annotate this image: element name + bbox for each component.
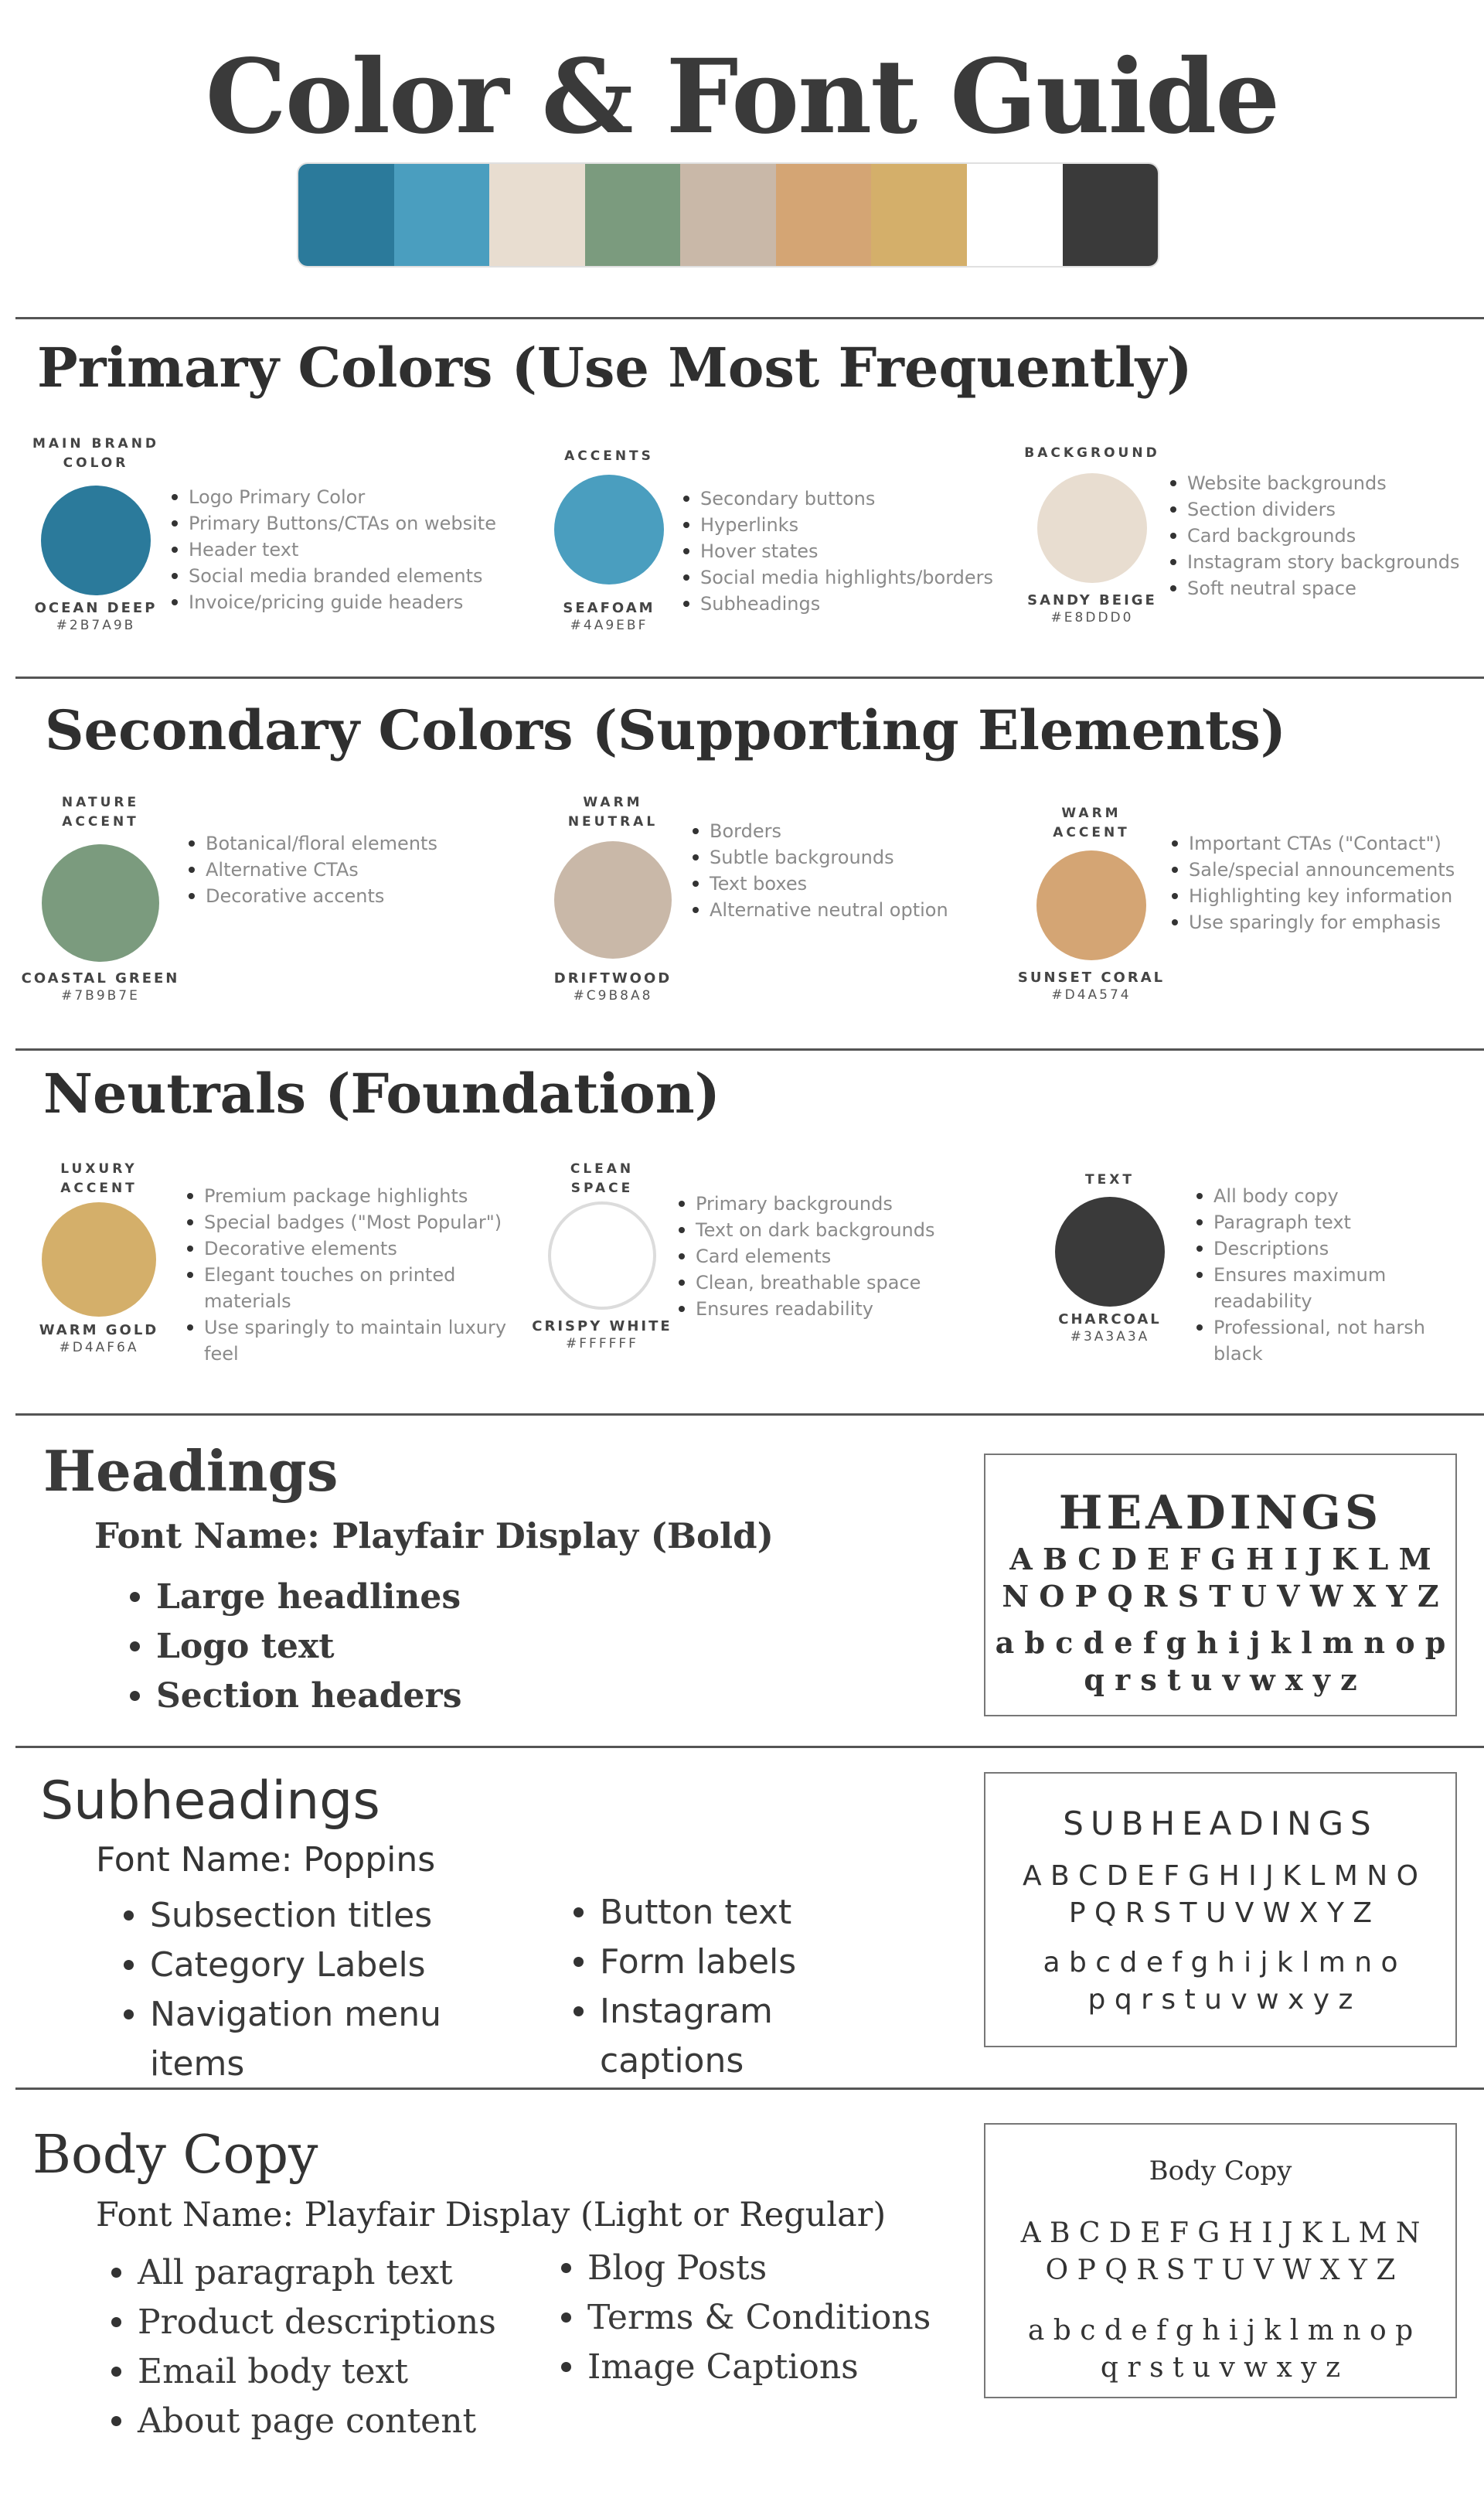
palette-swatch <box>585 164 681 266</box>
color-role-line: COLOR <box>63 455 129 471</box>
color-role-label <box>517 1160 687 1198</box>
color-usage-list <box>1193 1183 1456 1367</box>
color-role-line: BACKGROUND <box>1024 445 1160 461</box>
color-role-line: WARM <box>1061 806 1122 821</box>
color-usage-item: Subtle backgrounds <box>689 844 999 871</box>
color-role-line: ACCENT <box>60 1181 138 1196</box>
subheadings-font-name: Font Name: Poppins <box>96 1840 436 1880</box>
font-usage-item: Form labels <box>567 1938 855 1987</box>
color-usage-item: Decorative accents <box>186 883 495 909</box>
section-divider <box>15 317 1484 319</box>
color-hex: #2B7A9B <box>56 618 136 633</box>
color-usage-item: Primary backgrounds <box>676 1191 1000 1217</box>
specimen-lowercase: a b c d e f g h i j k l m n o p <box>995 1625 1446 1660</box>
color-usage-item: Logo Primary Color <box>168 484 509 510</box>
color-role-label <box>14 1160 184 1198</box>
body-copy-font-name: Font Name: Playfair Display (Light or Regular) <box>96 2196 887 2234</box>
color-usage-item: Header text <box>168 537 509 563</box>
color-usage-item: Social media highlights/borders <box>680 564 1020 591</box>
color-name: DRIFTWOOD <box>553 970 672 987</box>
color-usage-item: Invoice/pricing guide headers <box>168 589 509 615</box>
color-usage-item: Secondary buttons <box>680 486 1020 512</box>
color-role-line: ACCENTS <box>564 448 654 464</box>
color-usage-item: Professional, not harsh black <box>1193 1314 1456 1367</box>
color-usage-item: Text boxes <box>689 871 999 897</box>
color-usage-item: Sale/special announcements <box>1169 857 1470 883</box>
color-role-label <box>1006 804 1176 843</box>
specimen-lowercase: a b c d e f g h i j k l m n o p <box>1027 2315 1414 2347</box>
headings-font-name: Font Name: Playfair Display (Bold) <box>94 1515 774 1556</box>
color-usage-item: Descriptions <box>1193 1235 1456 1262</box>
palette-swatch <box>394 164 490 266</box>
font-usage-item: About page content <box>105 2397 496 2446</box>
specimen-uppercase: A B C D E F G H I J K L M N O <box>1022 1860 1419 1892</box>
body-copy-specimen-box <box>984 2123 1457 2398</box>
color-usage-item: Alternative neutral option <box>689 897 999 923</box>
color-usage-item: Highlighting key information <box>1169 883 1470 909</box>
color-hex: #E8DDD0 <box>1050 610 1134 625</box>
page-title: Color & Font Guide <box>205 37 1279 157</box>
color-usage-item: Text on dark backgrounds <box>676 1217 1000 1243</box>
color-usage-item: Special badges ("Most Popular") <box>184 1209 509 1235</box>
color-name: CRISPY WHITE <box>532 1318 672 1334</box>
color-usage-list <box>1169 830 1470 936</box>
color-usage-item: Hyperlinks <box>680 512 1020 538</box>
color-swatch <box>1036 850 1146 960</box>
color-usage-item: Use sparingly to maintain luxury feel <box>184 1314 509 1367</box>
color-usage-item: Card elements <box>676 1243 1000 1270</box>
specimen-uppercase: A B C D E F G H I J K L M <box>1009 1542 1431 1576</box>
font-usage-item: Logo text <box>124 1622 461 1672</box>
palette-swatch <box>680 164 776 266</box>
font-usage-item: Subsection titles <box>117 1891 513 1941</box>
section-divider <box>15 1746 1484 1748</box>
color-name: SEAFOAM <box>563 600 655 616</box>
color-hex: #D4AF6A <box>59 1340 139 1355</box>
body-copy-uses-list-2 <box>555 2244 931 2392</box>
specimen-uppercase: N O P Q R S T U V W X Y Z <box>1002 1579 1439 1614</box>
palette-swatch <box>298 164 394 266</box>
color-hex: #7B9B7E <box>61 988 140 1004</box>
color-hex: #C9B8A8 <box>573 988 653 1004</box>
font-usage-item: Email body text <box>105 2347 496 2397</box>
color-role-label <box>15 793 186 832</box>
specimen-lowercase: q r s t u v w x y z <box>1100 2352 1341 2384</box>
color-usage-list <box>168 484 509 615</box>
color-usage-item: Important CTAs ("Contact") <box>1169 830 1470 857</box>
color-role-line: TEXT <box>1085 1172 1135 1188</box>
color-name: SANDY BEIGE <box>1027 592 1157 608</box>
color-usage-list <box>676 1191 1000 1322</box>
color-usage-item: Ensures maximum readability <box>1193 1262 1456 1314</box>
color-role-line: NEUTRAL <box>567 814 659 830</box>
color-name: WARM GOLD <box>39 1322 159 1338</box>
headings-uses-list <box>124 1573 461 1721</box>
color-usage-item: Website backgrounds <box>1167 470 1469 496</box>
color-usage-list <box>680 486 1020 617</box>
section-divider <box>15 1048 1484 1051</box>
color-role-line: SPACE <box>570 1181 634 1196</box>
specimen-lowercase: a b c d e f g h i j k l m n o <box>1043 1947 1398 1978</box>
subheadings-specimen-box <box>984 1772 1457 2047</box>
palette-swatch <box>871 164 967 266</box>
color-usage-item: Subheadings <box>680 591 1020 617</box>
font-usage-item: Terms & Conditions <box>555 2293 931 2343</box>
color-usage-item: Soft neutral space <box>1167 575 1469 602</box>
secondary-colors-title: Secondary Colors (Supporting Elements) <box>45 698 1286 762</box>
color-hex: #D4A574 <box>1051 987 1132 1003</box>
font-usage-item: All paragraph text <box>105 2248 496 2298</box>
specimen-uppercase: A B C D E F G H I J K L M N <box>1020 2217 1421 2249</box>
font-usage-item: Section headers <box>124 1672 461 1721</box>
font-usage-item: Category Labels <box>117 1941 513 1990</box>
color-name: CHARCOAL <box>1058 1311 1162 1327</box>
color-role-label <box>11 435 181 473</box>
specimen-uppercase: O P Q R S T U V W X Y Z <box>1045 2254 1396 2286</box>
color-swatch <box>42 844 159 962</box>
color-role-line: NATURE <box>61 795 140 810</box>
color-usage-item: Decorative elements <box>184 1235 509 1262</box>
color-usage-list <box>689 818 999 923</box>
font-usage-item: Instagram captions <box>567 1987 855 2086</box>
color-usage-item: Hover states <box>680 538 1020 564</box>
color-swatch <box>1037 473 1147 583</box>
color-usage-item: Clean, breathable space <box>676 1270 1000 1296</box>
color-name: OCEAN DEEP <box>34 600 158 616</box>
primary-colors-title: Primary Colors (Use Most Frequently) <box>37 336 1193 400</box>
font-usage-item: Image Captions <box>555 2343 931 2392</box>
color-role-line: MAIN BRAND <box>32 436 160 452</box>
specimen-label: SUBHEADINGS <box>1063 1805 1378 1842</box>
specimen-uppercase: P Q R S T U V W X Y Z <box>1068 1897 1373 1929</box>
subheadings-title: Subheadings <box>40 1771 380 1832</box>
body-copy-uses-list <box>105 2248 496 2446</box>
color-usage-item: Section dividers <box>1167 496 1469 523</box>
color-usage-item: Card backgrounds <box>1167 523 1469 549</box>
color-usage-item: All body copy <box>1193 1183 1456 1209</box>
specimen-label: HEADINGS <box>1058 1486 1383 1540</box>
palette-swatch <box>1063 164 1159 266</box>
color-usage-list <box>1167 470 1469 602</box>
section-divider <box>15 1413 1484 1416</box>
color-role-line: CLEAN <box>570 1161 635 1177</box>
body-copy-title: Body Copy <box>32 2125 318 2186</box>
headings-title: Headings <box>43 1438 339 1504</box>
palette-swatch <box>489 164 585 266</box>
color-role-line: ACCENT <box>1053 825 1130 840</box>
color-role-label <box>1007 444 1177 463</box>
subheadings-uses-list <box>117 1891 513 2089</box>
color-usage-item: Premium package highlights <box>184 1183 509 1209</box>
color-usage-list <box>184 1183 509 1367</box>
color-usage-item: Instagram story backgrounds <box>1167 549 1469 575</box>
font-usage-item: Button text <box>567 1888 855 1938</box>
palette-swatch <box>776 164 872 266</box>
palette-swatch <box>967 164 1063 266</box>
color-role-line: WARM <box>583 795 643 810</box>
color-role-label <box>524 447 694 466</box>
specimen-lowercase: p q r s t u v w x y z <box>1087 1984 1353 2016</box>
palette-bar <box>297 162 1159 268</box>
specimen-label: Body Copy <box>1149 2156 1292 2186</box>
font-usage-item: Product descriptions <box>105 2298 496 2347</box>
subheadings-uses-list-2 <box>567 1888 855 2086</box>
color-swatch <box>42 1202 156 1317</box>
color-role-label <box>1025 1171 1195 1190</box>
color-swatch <box>548 1201 656 1310</box>
color-usage-item: Primary Buttons/CTAs on website <box>168 510 509 537</box>
color-usage-item: Elegant touches on printed materials <box>184 1262 509 1314</box>
section-divider <box>15 2088 1484 2090</box>
section-divider <box>15 677 1484 679</box>
color-usage-item: Borders <box>689 818 999 844</box>
color-usage-item: Paragraph text <box>1193 1209 1456 1235</box>
color-hex: #3A3A3A <box>1070 1329 1150 1345</box>
font-usage-item: Large headlines <box>124 1573 461 1622</box>
color-usage-item: Ensures readability <box>676 1296 1000 1322</box>
color-hex: #4A9EBF <box>570 618 648 633</box>
color-swatch <box>41 486 151 595</box>
color-swatch <box>554 841 672 959</box>
color-role-label <box>528 793 698 832</box>
headings-specimen-box <box>984 1454 1457 1716</box>
color-role-line: ACCENT <box>62 814 139 830</box>
color-usage-item: Botanical/floral elements <box>186 830 495 857</box>
color-usage-item: Use sparingly for emphasis <box>1169 909 1470 936</box>
color-hex: #FFFFFF <box>566 1336 638 1351</box>
neutrals-title: Neutrals (Foundation) <box>43 1062 720 1126</box>
color-name: SUNSET CORAL <box>1017 970 1166 986</box>
color-swatch <box>1055 1197 1165 1307</box>
color-role-line: LUXURY <box>60 1161 138 1177</box>
font-usage-item: Navigation menu items <box>117 1990 513 2089</box>
font-usage-item: Blog Posts <box>555 2244 931 2293</box>
specimen-lowercase: q r s t u v w x y z <box>1084 1662 1357 1697</box>
color-swatch <box>554 475 664 584</box>
color-usage-item: Alternative CTAs <box>186 857 495 883</box>
color-usage-item: Social media branded elements <box>168 563 509 589</box>
color-name: COASTAL GREEN <box>21 970 180 987</box>
color-usage-list <box>186 830 495 909</box>
